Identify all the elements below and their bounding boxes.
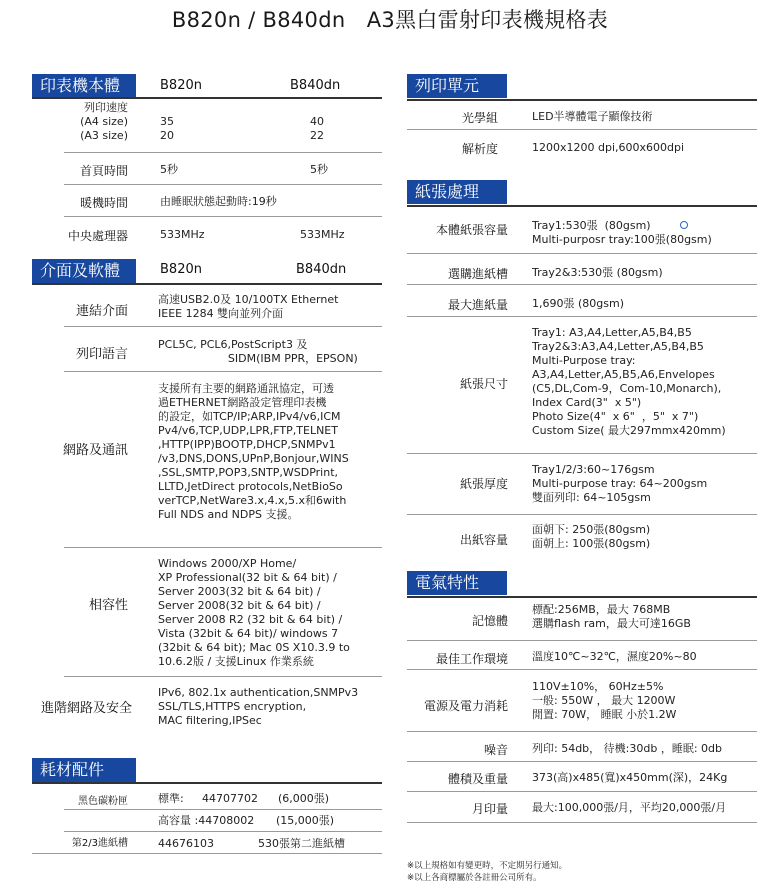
divider bbox=[407, 669, 757, 670]
row-label-paper-size: 紙張尺寸 bbox=[459, 377, 508, 391]
row-value-cpu-b840dn: 533MHz bbox=[300, 228, 345, 241]
row-label-cpu: 中央處理器 bbox=[67, 229, 128, 243]
row-label-paper-weight: 紙張厚度 bbox=[459, 477, 508, 491]
row-label-max-input: 最大進紙量 bbox=[447, 298, 508, 312]
row-label-environment: 最佳工作環境 bbox=[435, 652, 508, 666]
divider bbox=[407, 761, 757, 762]
row-value-environment: 溫度10℃~32℃，濕度20%~80 bbox=[532, 650, 697, 663]
divider bbox=[64, 326, 382, 327]
divider bbox=[407, 791, 757, 792]
row-label-first-page: 首頁時間 bbox=[79, 164, 128, 178]
row-value-speed-b820n: 35 20 bbox=[160, 115, 174, 142]
row-label-warmup: 暖機時間 bbox=[79, 196, 128, 210]
row-label-compatibility: 相容性 bbox=[88, 598, 128, 613]
footnote: ※以上規格如有變更時，不定期另行通知。 bbox=[407, 861, 568, 871]
row-label-tray: 第2/3進紙槽 bbox=[71, 838, 128, 849]
row-label-paper-capacity: 本體紙張容量 bbox=[435, 223, 508, 237]
col-head-b840dn-2: B840dn bbox=[296, 262, 347, 277]
row-label-memory: 記憶體 bbox=[471, 614, 508, 628]
row-value-warmup: 由睡眠狀態起動時:19秒 bbox=[160, 195, 277, 208]
row-value-network: 支援所有主要的網路通訊協定，可透 過ETHERNET網路設定管理印表機 的設定，如TCP/IP;ARP,IPv4/v6,ICM Pv4/v6,TCP,UDP,LPR,FTP,TELNET ,HTTP(IPP)BOOTP,DHCP,SNMPv1 /v3,DNS,DONS,UPnP,Bonjour,WINS ,SSL,SMTP,POP3,SNTP,WSDPrint, LLTD,JetDirect protocols,NetBioSo verTCP,NetWare3.x,4.x,5.x和6with Full NDS and NDPS 支援。 bbox=[158, 382, 349, 521]
toner-high-capacity: 高容量 :44708002 bbox=[158, 814, 255, 827]
row-value-first-page-b840dn: 5秒 bbox=[310, 163, 328, 176]
divider bbox=[407, 822, 757, 823]
col-head-b820n: B820n bbox=[160, 78, 202, 93]
divider bbox=[32, 853, 382, 854]
row-label-output: 出紙容量 bbox=[459, 533, 508, 547]
divider bbox=[64, 371, 382, 372]
toner-standard-label: 標準: bbox=[158, 792, 184, 805]
row-label-print-speed: 列印速度 (A4 size) (A3 size) bbox=[80, 101, 128, 142]
row-value-memory: 標配:256MB，最大 768MB 選購flash ram，最大可達16GB bbox=[532, 603, 691, 630]
toner-standard-yield: (6,000張) bbox=[278, 792, 330, 805]
divider bbox=[407, 640, 757, 641]
page-title: B820n / B840dn A3黑白雷射印表機規格表 bbox=[171, 8, 609, 32]
row-label-advanced-network: 進階網路及安全 bbox=[40, 701, 132, 716]
divider bbox=[407, 453, 757, 454]
toner-high-capacity-yield: (15,000張) bbox=[276, 814, 335, 827]
divider bbox=[64, 547, 382, 548]
row-value-resolution: 1200x1200 dpi,600x600dpi bbox=[532, 141, 685, 154]
row-value-output: 面朝下: 250張(80gsm) 面朝上: 100張(80gsm) bbox=[532, 523, 651, 550]
divider bbox=[64, 809, 382, 810]
footnote: ※以上各商標屬於各註冊公司所有。 bbox=[407, 873, 542, 883]
row-value-first-page-b820n: 5秒 bbox=[160, 163, 178, 176]
divider bbox=[407, 316, 757, 317]
row-label-noise: 噪音 bbox=[483, 743, 508, 757]
row-value-paper-size: Tray1: A3,A4,Letter,A5,B4,B5 Tray2&3:A3,A4,Letter,A5,B4,B5 Multi-Purpose tray: A3,A4,Letter,A5,B5,A6,Envelopes (C5,DL,Com-9，Com-10,Monarch), Index Card(3" x 5") Photo Size(4" x 6" ，5" x 7") Custom Size( 最大297mmx420mm) bbox=[532, 326, 726, 437]
row-value-max-input: 1,690張 (80gsm) bbox=[532, 297, 624, 310]
divider bbox=[407, 205, 757, 207]
row-label-network: 網路及通訊 bbox=[62, 443, 128, 458]
row-label-optics: 光學組 bbox=[461, 111, 498, 125]
section-heading-consumables: 耗材配件 bbox=[32, 758, 136, 782]
divider bbox=[407, 253, 757, 254]
row-value-advanced-network: IPv6, 802.1x authentication,SNMPv3 SSL/TLS,HTTPS encryption, MAC filtering,IPSec bbox=[158, 686, 359, 727]
row-value-noise: 列印: 54db， 待機:30db ，睡眠: 0db bbox=[532, 742, 722, 755]
divider bbox=[32, 97, 382, 99]
section-heading-print-unit: 列印單元 bbox=[407, 74, 507, 98]
row-value-power: 110V±10%， 60Hz±5% 一般: 550W ， 最大 1200W 閒置: 70W， 睡眠 小於1.2W bbox=[532, 680, 677, 721]
row-label-power: 電源及電力消耗 bbox=[423, 699, 508, 713]
divider bbox=[407, 99, 757, 101]
col-head-b820n-2: B820n bbox=[160, 262, 202, 277]
divider bbox=[407, 129, 757, 130]
row-value-optics: LED半導體電子顯像技術 bbox=[532, 110, 653, 123]
row-value-dimensions: 373(高)x485(寬)x450mm(深)，24Kg bbox=[532, 771, 728, 784]
row-label-dimensions: 體積及重量 bbox=[447, 772, 508, 786]
row-label-interface: 連結介面 bbox=[75, 304, 128, 319]
row-label-print-language: 列印語言 bbox=[75, 347, 128, 362]
divider bbox=[64, 184, 382, 185]
row-value-speed-b840dn: 40 22 bbox=[310, 115, 324, 142]
row-value-interface: 高速USB2.0及 10/100TX Ethernet IEEE 1284 雙向並列介面 bbox=[158, 293, 339, 320]
circle-marker-icon bbox=[680, 221, 688, 229]
section-heading-printer: 印表機本體 bbox=[32, 74, 136, 98]
row-value-compatibility: Windows 2000/XP Home/ XP Professional(32 bit & 64 bit) / Server 2003(32 bit & 64 bit) / Server 2008(32 bit & 64 bit) / Server 2008 R2 (32 bit & 64 bit) / Vista (32bit & 64 bit)/ windows 7 (32bit & 64 bit); Mac 0S X10.3.9 to 10.6.2版 / 支援Linux 作業系統 bbox=[158, 557, 350, 668]
row-value-paper-capacity: Tray1:530張 (80gsm) Multi-purposr tray:100張(80gsm) bbox=[532, 219, 712, 246]
section-heading-electrical: 電氣特性 bbox=[407, 571, 507, 595]
row-label-resolution: 解析度 bbox=[461, 142, 498, 156]
divider bbox=[64, 676, 382, 677]
row-label-toner: 黑色碳粉匣 bbox=[78, 796, 128, 807]
row-label-duty-cycle: 月印量 bbox=[471, 802, 508, 816]
divider bbox=[407, 731, 757, 732]
divider bbox=[32, 283, 382, 285]
row-value-print-language: PCL5C, PCL6,PostScript3 及 SIDM(IBM PPR，EPSON) bbox=[158, 338, 358, 365]
divider bbox=[64, 152, 382, 153]
section-heading-paper: 紙張處理 bbox=[407, 180, 507, 204]
row-value-duty-cycle: 最大:100,000張/月，平均20,000張/月 bbox=[532, 801, 727, 814]
row-value-optional-tray: Tray2&3:530張 (80gsm) bbox=[532, 266, 663, 279]
divider bbox=[407, 514, 757, 515]
divider bbox=[32, 782, 382, 784]
row-value-cpu-b820n: 533MHz bbox=[160, 228, 205, 241]
divider bbox=[407, 284, 757, 285]
row-value-paper-weight: Tray1/2/3:60~176gsm Multi-purpose tray: 64~200gsm 雙面列印: 64~105gsm bbox=[532, 463, 708, 504]
tray-code: 44676103 bbox=[158, 837, 214, 850]
divider bbox=[64, 216, 382, 217]
divider bbox=[64, 831, 382, 832]
section-heading-interface: 介面及軟體 bbox=[32, 259, 136, 283]
col-head-b840dn: B840dn bbox=[290, 78, 341, 93]
tray-description: 530張第二進紙槽 bbox=[258, 837, 345, 850]
toner-standard-code: 44707702 bbox=[202, 792, 258, 805]
row-label-optional-tray: 選購進紙槽 bbox=[447, 267, 508, 281]
divider bbox=[407, 596, 757, 598]
